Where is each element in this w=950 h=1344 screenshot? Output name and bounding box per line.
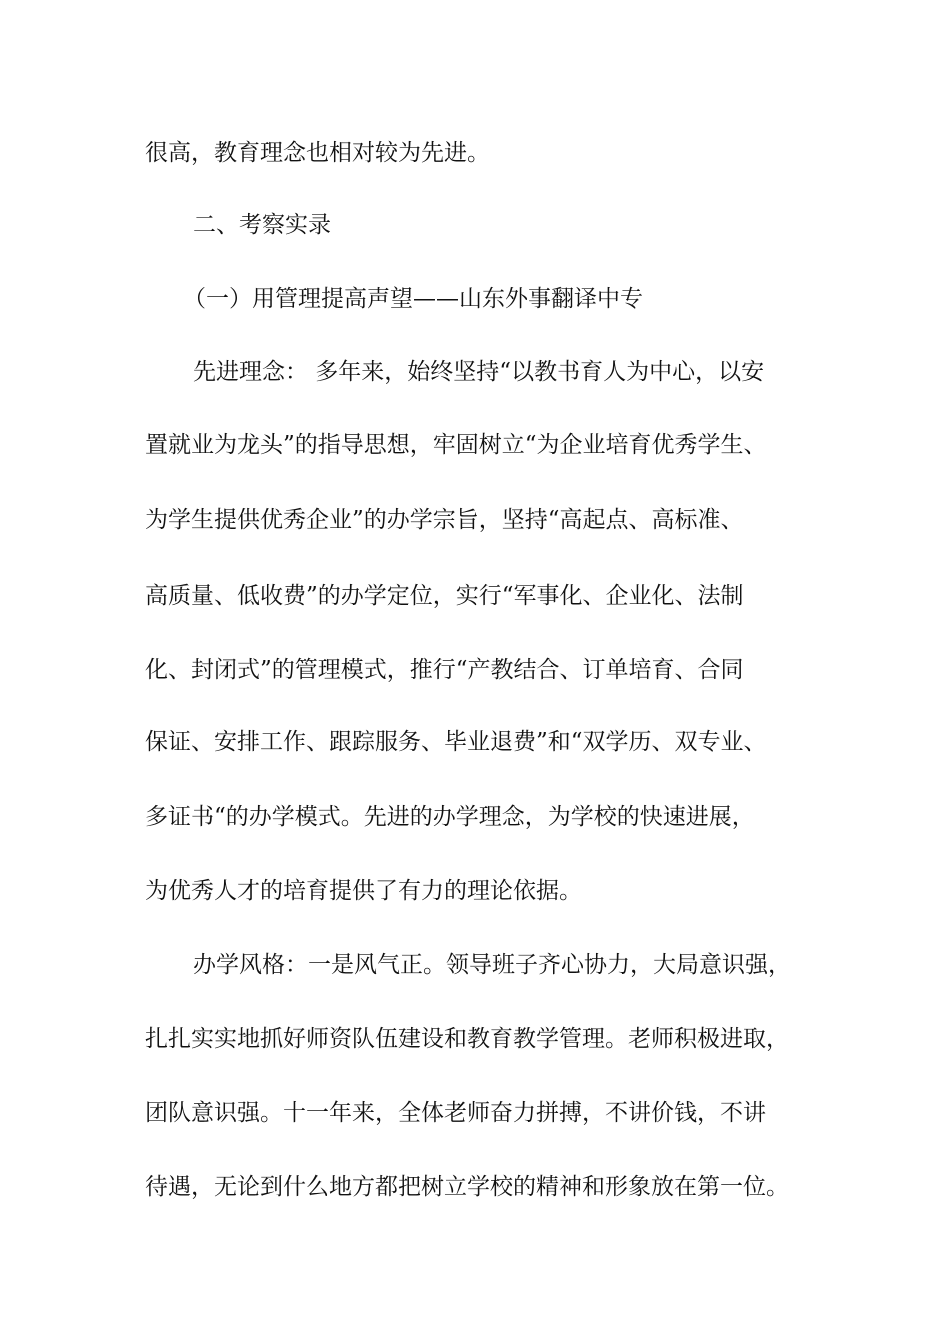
- text-line: 为优秀人才的培育提供了有力的理论依据。: [145, 878, 582, 904]
- text-line: 为学生提供优秀企业”的办学宗旨，坚持“高起点、高标准、: [145, 507, 744, 533]
- text-line: 团队意识强。十一年来，全体老师奋力拼搏，不讲价钱，不讲: [145, 1100, 766, 1126]
- text-line: 扎扎实实地抓好师资队伍建设和教育教学管理。老师积极进取，: [145, 1026, 789, 1052]
- section-heading: 二、考察实录: [193, 212, 331, 238]
- text-line: 办学风格：一是风气正。领导班子齐心协力，大局意识强，: [193, 952, 791, 978]
- text-line: 化、封闭式”的管理模式，推行“产教结合、订单培育、合同: [145, 657, 744, 683]
- subsection-heading: （一）用管理提高声望——山东外事翻译中专: [183, 286, 643, 312]
- text-line: 多证书“的办学模式。先进的办学理念，为学校的快速进展，: [145, 804, 755, 830]
- text-line: 保证、安排工作、跟踪服务、毕业退费”和“双学历、双专业、: [145, 729, 767, 755]
- text-line: 置就业为龙头”的指导思想，牢固树立“为企业培育优秀学生、: [145, 432, 767, 458]
- text-line: 先进理念： 多年来，始终坚持“以教书育人为中心，以安: [193, 359, 765, 385]
- text-line: 待遇，无论到什么地方都把树立学校的精神和形象放在第一位。: [145, 1174, 789, 1200]
- text-line: 很高，教育理念也相对较为先进。: [145, 140, 490, 166]
- text-line: 高质量、低收费”的办学定位，实行“军事化、企业化、法制: [145, 583, 744, 609]
